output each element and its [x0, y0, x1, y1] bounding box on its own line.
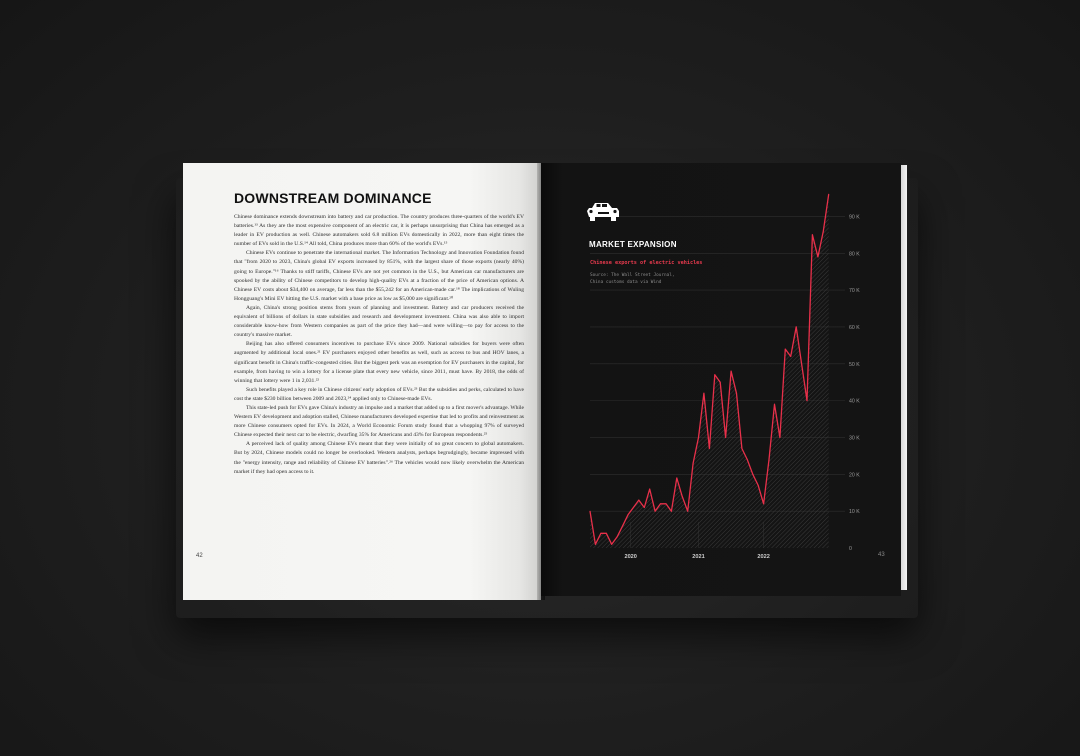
data-point — [649, 489, 650, 490]
x-tick-label: 2020 — [624, 554, 637, 560]
data-point — [731, 371, 732, 372]
y-tick-label: 30 K — [849, 435, 860, 442]
y-tick-label: 40 K — [849, 398, 860, 405]
data-point — [817, 256, 818, 257]
page-number-right: 43 — [878, 552, 885, 558]
right-page — [541, 163, 901, 596]
data-point — [747, 459, 748, 460]
data-point — [714, 374, 715, 375]
left-page — [183, 163, 541, 600]
y-tick-label: 80 K — [849, 251, 860, 258]
data-point — [682, 496, 683, 497]
data-point — [590, 511, 591, 512]
data-point — [611, 544, 612, 545]
data-point — [828, 194, 829, 195]
page-edge — [901, 165, 907, 590]
chart-subtitle: Chinese exports of electric vehicles — [590, 260, 703, 266]
page-number-left: 42 — [196, 553, 203, 559]
y-tick-label: 70 K — [849, 288, 860, 295]
data-point — [617, 536, 618, 537]
data-point — [638, 500, 639, 501]
chart-title: MARKET EXPANSION — [589, 240, 677, 249]
y-tick-label: 50 K — [849, 361, 860, 368]
paragraph: Chinese EVs continue to penetrate the international market. The Information Technology and Innovation Foundation found that "from 2020 to 2023, China's global EV exports increased by 851%, with the largest share of those exports (nearly 40%) going to Europe."¹⁶ Thanks to stiff tariffs, Chinese EVs are not yet common in the U.S., but American car manufacturers are spooked by the ability of Chinese competitors to develop high-quality EVs at a fraction of the price of American options. A Chinese EV costs about $34,400 on average, far less than the $55,242 for an American-made car.¹⁸ The implications of Wuling Hongguang's Mini EV hitting the U.S. market with a base price as low as $5,000 are significant.²⁰ — [234, 250, 524, 302]
data-point — [790, 356, 791, 357]
data-point — [655, 511, 656, 512]
data-point — [725, 437, 726, 438]
data-point — [736, 393, 737, 394]
y-tick-label: 10 K — [849, 509, 860, 516]
source-line: Source: The Wall Street Journal, — [590, 273, 675, 278]
data-point — [823, 231, 824, 232]
y-tick-label: 90 K — [849, 214, 860, 221]
data-point — [606, 533, 607, 534]
page-heading: DOWNSTREAM DOMINANCE — [234, 190, 432, 206]
data-point — [660, 503, 661, 504]
data-point — [774, 404, 775, 405]
data-point — [595, 544, 596, 545]
data-point — [752, 474, 753, 475]
x-tick-label: 2022 — [757, 554, 770, 560]
paragraph: Beijing has also offered consumers incentives to purchase EVs since 2009. National subsidies for buyers were often augmented by additional local ones.²¹ EV purchasers enjoyed other benefits as well, such as access to bus and HOV lanes, a significant benefit in China's traffic-congested cities. But the biggest perk was an exemption for EV purchasers in the capital, for example, from having to win a lottery for a license plate that every new vehicle, since 2011, must have. By 2018, the odds of winning that lottery were 1 in 2,031.²² — [234, 341, 524, 384]
data-point — [769, 459, 770, 460]
paragraph: A perceived lack of quality among Chinese EVs meant that they were initially of no great concern to global automakers. But by 2024, Chinese models could no longer be overlooked. Western analysts, perhaps begrudgingly, became impressed with the "energy intensity, range and reliability of Chinese EV batteries".²⁶ The vehicles would now likely overwhelm the American market if they had open access to it. — [234, 441, 524, 475]
data-point — [785, 349, 786, 350]
data-point — [741, 448, 742, 449]
data-point — [622, 525, 623, 526]
data-point — [671, 511, 672, 512]
data-point — [698, 437, 699, 438]
source-line: China customs data via Wind — [590, 279, 662, 285]
data-point — [600, 533, 601, 534]
paragraph: Such benefits played a key role in Chinese citizens' early adoption of EVs.²³ But the subsidies and perks, calculated to have cost the state $230 billion between 2009 and 2023,²⁴ applied only to Chinese-made EVs. — [234, 386, 524, 402]
data-point — [666, 503, 667, 504]
chart-source — [590, 273, 700, 286]
car-icon — [586, 199, 622, 227]
y-tick-label: 0 — [849, 546, 852, 552]
paragraph: Again, China's strong position stems from years of planning and investment. Battery and car producers received the equivalent of billions of dollars in state subsidies and research and development investment. China was also able to import considerable know-how from Western companies as part of the price they had—and were willing—to pay for access to the country's massive market. — [234, 304, 524, 339]
data-point — [807, 400, 808, 401]
y-tick-label: 20 K — [849, 472, 860, 479]
paragraph: Chinese dominance extends downstream into battery and car production. The country produces three-quarters of the world's EV batteries.¹³ As they are the most expensive component of an electric car, it is perhaps unsurprising that China has emerged as a leader in EV production as well. Chinese automakers sold 6.8 million EVs domestically in 2022, more than eight times the number of EVs sold in the U.S.¹⁴ All told, China produces more than 60% of the world's EVs.¹⁵ — [234, 214, 524, 248]
article-body — [234, 213, 524, 477]
data-point — [703, 393, 704, 394]
y-tick-label: 60 K — [849, 324, 860, 331]
data-point — [676, 478, 677, 479]
data-point — [812, 234, 813, 235]
data-point — [644, 507, 645, 508]
data-point — [758, 485, 759, 486]
data-point — [796, 326, 797, 327]
data-point — [687, 511, 688, 512]
paragraph: This state-led push for EVs gave China's industry an impulse and a market that added up to a first mover's advantage. While Western EV development and adoption stalled, Chinese manufacturers developed expertise that led to profits and reinvestment as more Chinese consumers opted for EVs. In 2024, a World Economic Forum study found that a whopping 97% of surveyed Chinese expected their next car to be electric, dwarfing 35% for Americans and 43% for European respondents.²⁵ — [234, 404, 524, 439]
line-chart — [541, 163, 901, 596]
data-point — [720, 382, 721, 383]
data-point — [628, 514, 629, 515]
data-point — [801, 363, 802, 364]
data-point — [693, 463, 694, 464]
data-point — [763, 503, 764, 504]
data-point — [779, 437, 780, 438]
data-point — [709, 448, 710, 449]
x-tick-label: 2021 — [692, 554, 705, 560]
data-point — [633, 507, 634, 508]
